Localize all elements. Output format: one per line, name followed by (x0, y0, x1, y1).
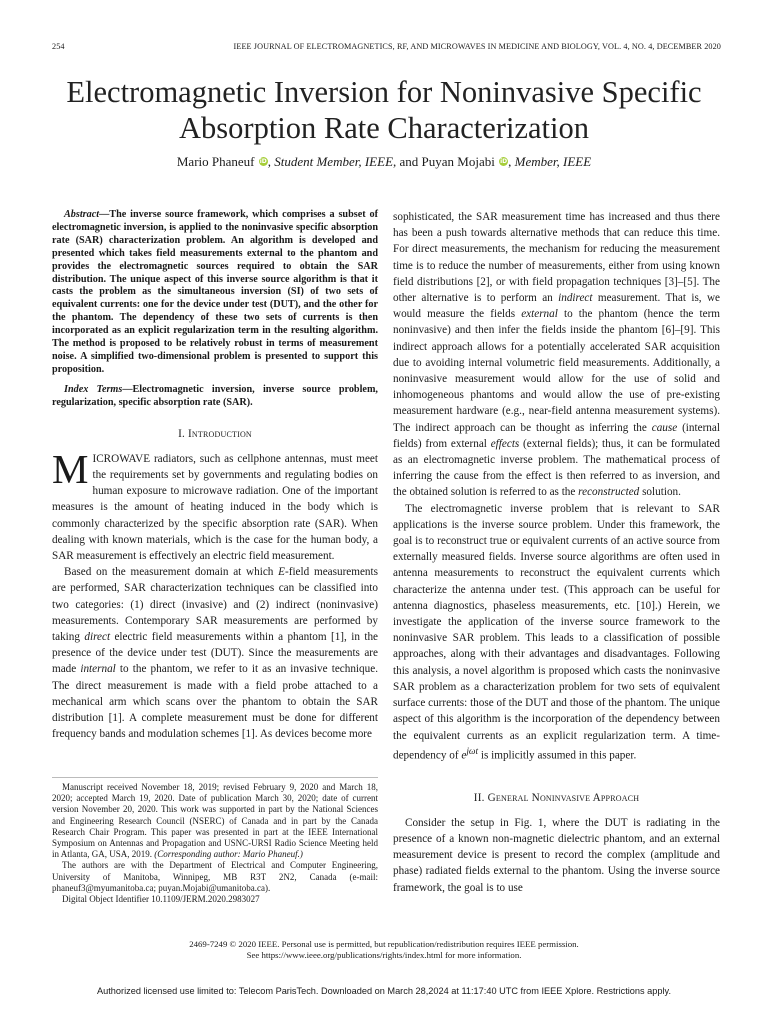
index-terms-text: —Electromagnetic inversion, inverse source problem, regularization, specific absorption rate (SAR). (52, 383, 378, 408)
footnote-doi[interactable]: Digital Object Identifier 10.1109/JERM.2020.2983027 (62, 894, 260, 905)
left-column (52, 209, 378, 742)
author-name: Mario Phaneuf (176, 154, 255, 169)
section-heading (393, 790, 720, 806)
license-notice: Authorized licensed use limited to: Telecom ParisTech. Downloaded on March 28,2024 at 11:17:40 UTC from IEEE Xplore. Restrictions apply. (97, 986, 671, 996)
orcid-icon[interactable]: iD (500, 158, 508, 165)
author-conjunction: , and (393, 154, 422, 169)
copyright-link[interactable]: See https://www.ieee.org/publications/rights/index.html for more information. (246, 950, 522, 960)
copyright-line: 2469-7249 © 2020 IEEE. Personal use is permitted, but republication/redistribution requires IEEE permission. (189, 939, 579, 949)
abstract-text: —The inverse source framework, which comprises a subset of electromagnetic inversion, is applied to the noninvasive specific absorption rate (SAR) characterization problem. An algorithm is developed and presented which takes field measurements external to the phantom and provides the electromagnetic sources required to obtain the SAR distribution. The unique aspect of this inverse source algorithm is that it casts the problem as the simultaneous inversion (SI) of two sets of equivalent currents: one for the device under test (DUT), and the other for the phantom. The dependency of these two sets of currents is then incorporated as an explicit regularization term in the resulting algorithm. The method is proposed to be relatively robust in terms of measurement noise. A simplified two-dimensional problem is presented to support this proposition. (52, 209, 378, 375)
math-symbol: e (461, 749, 467, 762)
math-superscript: jωt (466, 746, 479, 757)
author-name: Puyan Mojabi (421, 154, 495, 169)
paragraph-text: The electromagnetic inverse problem that is relevant to SAR applications is the inverse source problem. Under this framework, the goal is to reconstruct true or equivalent currents of an active source from externally measured fields. Inverse source algorithms are often used in antenna measurements to reconstruct the equivalent currents which characterize the antenna under test. (This approach can be useful for antenna diagnostics, phaseless measurements, etc. [10].) Herein, we investigate the application of the inverse source framework to the noninvasive SAR problem. This leads to a classification of possible approaches, along with their advantages and disadvantages. Following this analysis, a novel algorithm is proposed which casts the noninvasive SAR problem as a characterization problem for two sets of equivalent surface currents: those of the DUT and those of the phantom. The unique aspect of this algorithm is the incorporation of the dependency between the equivalent currents as an explicit regularization term. A time-dependency of (393, 502, 720, 762)
paragraph (393, 209, 720, 501)
emphasis: cause (651, 421, 678, 434)
author-line: Mario Phaneuf iD, Student Member, IEEE, and Puyan Mojabi iD, Member, IEEE (176, 154, 592, 169)
paragraph-text: to the phantom, we refer to it as an invasive technique. The direct measurement is made with a field probe attached to a mechanical arm which scans over the phantom to obtain the SAR distribution [1]. A complete measurement must be done for different frequency bands and modulation schemes [1]. As devices become more (52, 663, 378, 741)
index-terms (52, 384, 378, 410)
paragraph (52, 564, 378, 742)
orcid-icon[interactable]: iD (259, 158, 267, 165)
page-number: 254 (52, 42, 65, 51)
abstract-lead: Abstract (64, 209, 100, 220)
index-terms-lead: Index Terms (64, 383, 123, 395)
paragraph-text: measurement. That is, we would measure the fields (393, 292, 721, 321)
section-title: Introduction (188, 427, 252, 440)
paragraph (393, 501, 720, 764)
paper-title: Electromagnetic Inversion for Noninvasive Specific Absorption Rate Characterization (66, 75, 702, 145)
emphasis: direct (84, 631, 111, 644)
paragraph-text: (external fields); thus, it can be formulated as an electromagnetic inverse problem. The mathematical process of inferring the cause from the effect is then referred to as inversion, and the obtained solution is referred to as the (393, 437, 720, 499)
footnote-text: Manuscript received November 18, 2019; revised February 9, 2020 and March 18, 2020; accepted March 19, 2020. Date of publication March 30, 2020; date of current version November 20, 2020. This work was supported in part by the National Sciences and Engineering Research Council (NSERC) of Canada and in part by the Canada Research Chair Program. This paper was presented in part at the IEEE International Symposium on Antennas and Propagation and USNC-URSI Radio Science Meeting held in Atlanta, GA, USA, 2019. (52, 782, 378, 860)
paragraph-text: ICROWAVE radiators, such as cellphone antennas, must meet the requirements set by governments and regulating bodies on human exposure to microwave radiation. One of the important measures is the amount of heating induced in the body which is commonly characterized by the specific absorption rate (SAR). When dealing with known materials, which is the case for the human body, a SAR measurement is effectively an electric field measurement. (52, 452, 378, 563)
section-title: General Noninvasive Approach (487, 791, 640, 804)
footnote-paragraph: The authors are with the Department of Electrical and Computer Engineering, University of Manitoba, Winnipeg, MB R3T 2N2, Canada (e-mail: phaneuf3@myumanitoba.ca; puyan.Mojabi@umanitoba.ca). (52, 860, 378, 893)
emphasis: effects (490, 437, 520, 450)
emphasis: internal (80, 663, 116, 676)
paragraph-text: solution. (639, 486, 681, 499)
paragraph-text: electric field measurements within a phantom [1], in the presence of the device under test (DUT). Since the measurements are made (52, 631, 379, 676)
footnote (52, 782, 378, 905)
paragraph-text: is implicitly assumed in this paper. (478, 749, 637, 762)
paragraph-text: (internal fields) from external (393, 421, 720, 450)
footnote-rule (52, 777, 378, 778)
section-heading (52, 426, 378, 442)
paragraph-text: sophisticated, the SAR measurement time has increased and thus there has been a push towards alternative methods that can reduce this time. For direct measurements, the mechanism for reducing the measurement time is to reduce the number of measurements, either from using known field distributions [2], or with field propagation techniques [3]–[5]. The other alternative is to perform an (393, 211, 720, 305)
journal-name: IEEE JOURNAL OF ELECTROMAGNETICS, RF, AND MICROWAVES IN MEDICINE AND BIOLOGY, VOL. 4, NO. 4, DECEMBER 2020 (233, 42, 721, 51)
drop-cap: M (52, 445, 89, 492)
section-numeral: I. (178, 427, 188, 440)
author-role: Member, IEEE (514, 154, 592, 169)
paragraph-text: -field measurements are performed, SAR characterization techniques can be classified into two categories: (1) direct (invasive) and (2) indirect (noninvasive) measurements. Contemporary SAR measurements are performed by taking (52, 566, 378, 644)
right-column (393, 209, 720, 896)
math-symbol: E (278, 566, 285, 579)
emphasis: reconstructed (578, 486, 640, 499)
section-numeral: II. (473, 791, 488, 804)
paragraph: Consider the setup in Fig. 1, where the DUT is radiating in the presence of a known non-magnetic dielectric phantom, and an external measurement device is present to record the complex (amplitude and phase) radiated fields external to the phantom. Using the inverse source framework, the goal is to use (393, 816, 720, 894)
footnote-paragraph (52, 782, 378, 860)
running-header (52, 42, 721, 54)
corresponding-author: (Corresponding author: Mario Phaneuf.) (154, 849, 303, 860)
paragraph-text: Based on the measurement domain at which (64, 566, 279, 579)
emphasis: indirect (558, 292, 593, 305)
paragraph-text: to the phantom (hence the term noninvasive) and then infer the fields inside the phantom [6]–[9]. This indirect approach allows for a potentially accelerated SAR acquisition due to avoiding internal volumetric field measurements. Additionally, a noninvasive measurement would allow for the use of solid and inhomogeneous phantoms and would allow the use of pre-existing measurement hardware (e.g., near-field antenna measurement systems). The indirect approach can be thought as inferring the (393, 308, 721, 434)
paragraph (52, 445, 378, 564)
copyright-notice (40, 939, 728, 961)
emphasis: external (521, 308, 558, 321)
author-role: Student Member, IEEE (274, 154, 394, 169)
abstract (52, 209, 378, 377)
